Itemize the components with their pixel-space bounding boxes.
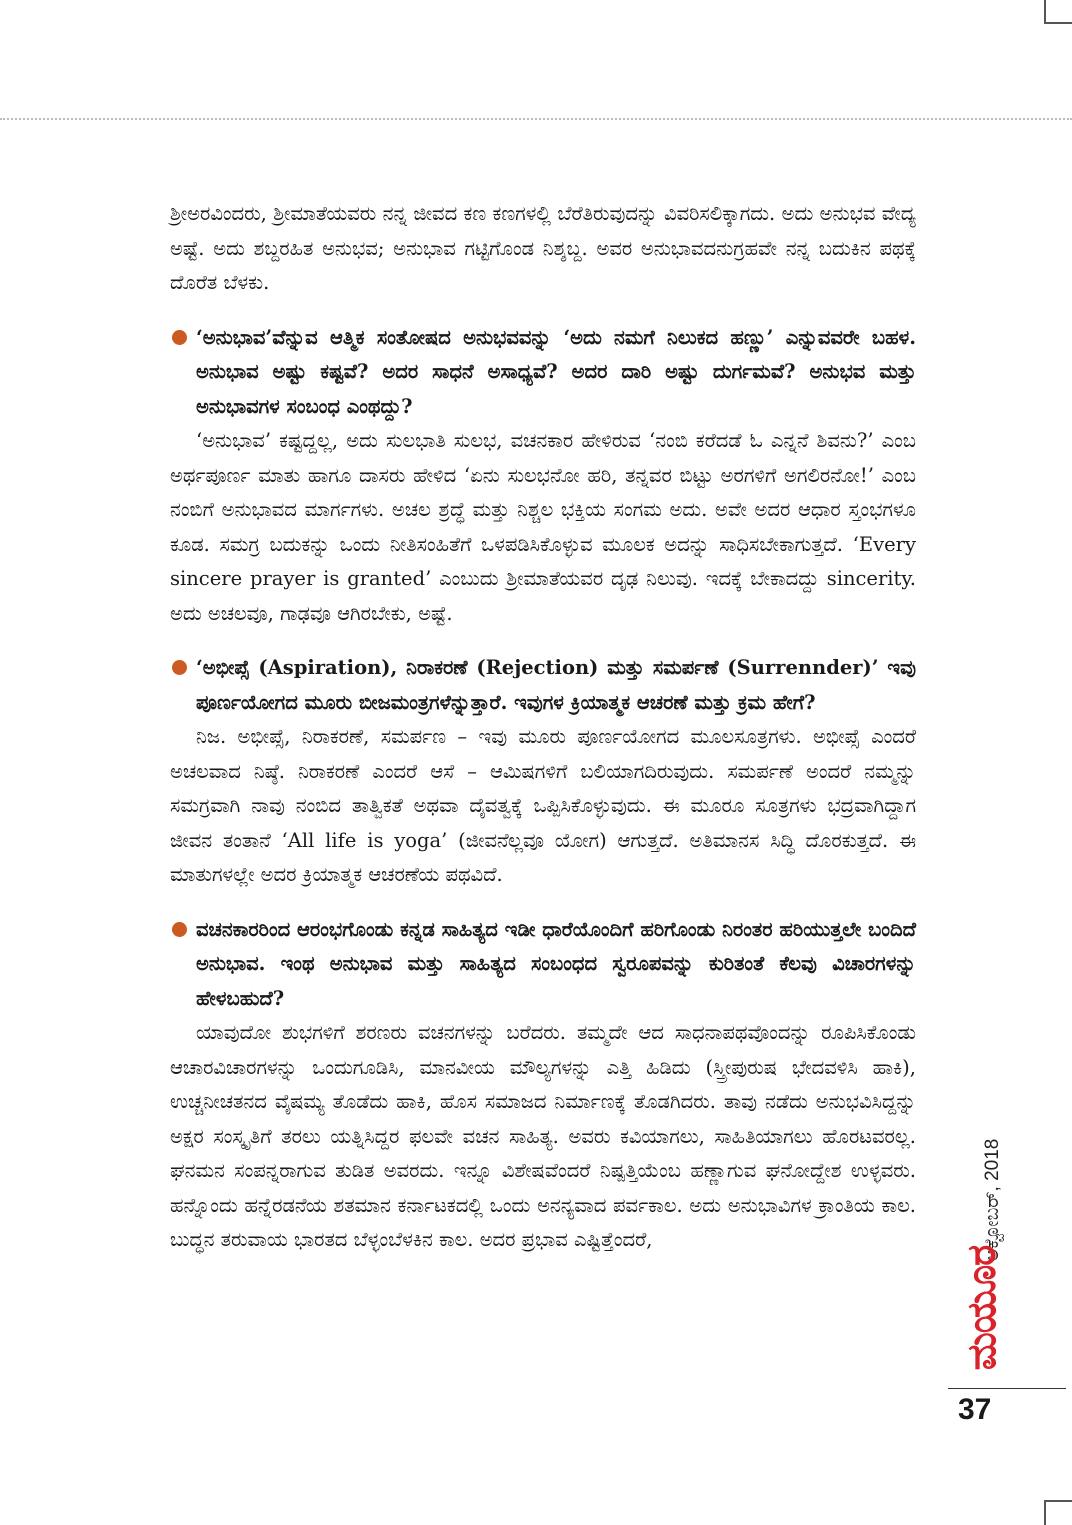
crop-mark-top <box>1044 22 1072 24</box>
question-2 <box>170 651 916 720</box>
intro-paragraph: ಶ್ರೀಅರವಿಂದರು, ಶ್ರೀಮಾತೆಯವರು ನನ್ನ ಜೀವದ ಕಣ ಕಣಗಳಲ್ಲಿ ಬೆರೆತಿರುವುದನ್ನು ವಿವರಿಸಲಿಕ್ಕಾಗದು. ಅದು ಅನುಭವ ವೇದ್ಯ ಅಷ್ಟೆ. ಅದು ಶಬ್ದರಹಿತ ಅನುಭವ; ಅನುಭಾವ ಗಟ್ಟಿಗೊಂಡ ನಿಶ್ಶಬ್ದ. ಅವರ ಅನುಭಾವದನುಗ್ರಹವೇ ನನ್ನ ಬದುಕಿನ ಪಥಕ್ಕೆ ದೊರೆತ ಬೆಳಕು. <box>170 202 916 294</box>
bullet-icon <box>172 660 187 675</box>
question-text: ‘ಅನುಭಾವ’ವೆನ್ನುವ ಆತ್ಮಿಕ ಸಂತೋಷದ ಅನುಭವವನ್ನು ‘ಅದು ನಮಗೆ ನಿಲುಕದ ಹಣ್ಣು’ ಎನ್ನುವವರೇ ಬಹಳ. ಅನುಭಾವ ಅಷ್ಟು ಕಷ್ಟವೆ? ಅದರ ಸಾಧನೆ ಅಸಾಧ್ಯವೆ? ಅದರ ದಾರಿ ಅಷ್ಟು ದುರ್ಗಮವೆ? ಅನುಭವ ಮತ್ತು ಅನುಭಾವಗಳ ಸಂಬಂಧ ಎಂಥದ್ದು? <box>196 325 916 418</box>
issue-date: ಅಕ್ಟೋಬರ್, 2018 <box>982 1138 1003 1262</box>
header-divider <box>0 118 1072 120</box>
question-1 <box>170 321 916 425</box>
question-text: ವಚನಕಾರರಿಂದ ಆರಂಭಗೊಂಡು ಕನ್ನಡ ಸಾಹಿತ್ಯದ ಇಡೀ ಧಾರೆಯೊಂದಿಗೆ ಹರಿಗೊಂಡು ನಿರಂತರ ಹರಿಯುತ್ತಲೇ ಬಂದಿದೆ ಅನುಭಾವ. ಇಂಥ ಅನುಭಾವ ಮತ್ತು ಸಾಹಿತ್ಯದ ಸಂಬಂಧದ ಸ್ವರೂಪವನ್ನು ಕುರಿತಂತೆ ಕೆಲವು ವಿಚಾರಗಳನ್ನು ಹೇಳಬಹುದೆ? <box>196 917 916 1010</box>
crop-mark-top <box>1044 0 1046 22</box>
answer-2: ನಿಜ. ಅಭೀಪ್ಸೆ, ನಿರಾಕರಣೆ, ಸಮರ್ಪಣ – ಇವು ಮೂರು ಪೂರ್ಣಯೋಗದ ಮೂಲಸೂತ್ರಗಳು. ಅಭೀಪ್ಸೆ ಎಂದರೆ ಅಚಲವಾದ ನಿಷ್ಠೆ. ನಿರಾಕರಣೆ ಎಂದರೆ ಆಸೆ – ಆಮಿಷಗಳಿಗೆ ಬಲಿಯಾಗದಿರುವುದು. ಸಮರ್ಪಣೆ ಅಂದರೆ ನಮ್ಮನ್ನು ಸಮಗ್ರವಾಗಿ ನಾವು ನಂಬಿದ ತಾತ್ವಿಕತೆ ಅಥವಾ ದೈವತ್ವಕ್ಕೆ ಒಪ್ಪಿಸಿಕೊಳ್ಳುವುದು. ಈ ಮೂರೂ ಸೂತ್ರಗಳು ಭದ್ರವಾಗಿದ್ದಾಗ ಜೀವನ ತಂತಾನೆ ‘All life is yoga’ (ಜೀವನೆಲ್ಲವೂ ಯೋಗ) ಆಗುತ್ತದೆ. ಅತಿಮಾನಸ ಸಿದ್ಧಿ ದೊರಕುತ್ತದೆ. ಈ ಮಾತುಗಳಲ್ಲೇ ಅದರ ಕ್ರಿಯಾತ್ಮಕ ಆಚರಣೆಯ ಪಥವಿದೆ. <box>170 725 916 886</box>
crop-mark-bottom <box>1044 1500 1046 1525</box>
footer-rule <box>948 1388 1066 1389</box>
answer-1: ‘ಅನುಭಾವ’ ಕಷ್ಟದ್ದಲ್ಲ, ಅದು ಸುಲಭಾತಿ ಸುಲಭ, ವಚನಕಾರ ಹೇಳಿರುವ ‘ನಂಬಿ ಕರೆದಡೆ ಓ ಎನ್ನನೆ ಶಿವನು?’ ಎಂಬ ಅರ್ಥಪೂರ್ಣ ಮಾತು ಹಾಗೂ ದಾಸರು ಹೇಳಿದ ‘ಏನು ಸುಲಭನೋ ಹರಿ, ತನ್ನವರ ಬಿಟ್ಟು ಅರಗಳಿಗೆ ಅಗಲಿರನೋ!’ ಎಂಬ ನಂಬಿಗೆ ಅನುಭಾವದ ಮಾರ್ಗಗಳು. ಅಚಲ ಶ್ರದ್ಧೆ ಮತ್ತು ನಿಶ್ಚಲ ಭಕ್ತಿಯ ಸಂಗಮ ಅದು. ಅವೇ ಅದರ ಆಧಾರ ಸ್ತಂಭಗಳೂ ಕೂಡ. ಸಮಗ್ರ ಬದುಕನ್ನು ಒಂದು ನೀತಿಸಂಹಿತೆಗೆ ಒಳಪಡಿಸಿಕೊಳ್ಳುವ ಮೂಲಕ ಅದನ್ನು ಸಾಧಿಸಬೇಕಾಗುತ್ತದೆ. ‘Every sincere prayer is granted’ ಎಂಬುದು ಶ್ರೀಮಾತೆಯವರ ದೃಢ ನಿಲುವು. ಇದಕ್ಕೆ ಬೇಕಾದದ್ದು sincerity. ಅದು ಅಚಲವೂ, ಗಾಢವೂ ಆಗಿರಬೇಕು, ಅಷ್ಟೆ. <box>170 429 916 625</box>
bullet-icon <box>172 330 187 345</box>
bullet-icon <box>172 922 187 937</box>
question-text: ‘ಅಭೀಪ್ಸೆ (Aspiration), ನಿರಾಕರಣೆ (Rejection) ಮತ್ತು ಸಮರ್ಪಣೆ (Surrennder)’ ಇವು ಪೂರ್ಣಯೋಗದ ಮೂರು ಬೀಜಮಂತ್ರಗಳೆನ್ನುತ್ತಾರೆ. ಇವುಗಳ ಕ್ರಿಯಾತ್ಮಕ ಆಚರಣೆ ಮತ್ತು ಕ್ರಮ ಹೇಗೆ? <box>196 656 916 714</box>
question-3 <box>170 913 916 1017</box>
crop-mark-bottom <box>1044 1500 1072 1502</box>
article-body <box>170 197 916 1258</box>
page-number: 37 <box>958 1393 992 1426</box>
answer-3: ಯಾವುದೋ ಶುಭಗಳಿಗೆ ಶರಣರು ವಚನಗಳನ್ನು ಬರೆದರು. ತಮ್ಮದೇ ಆದ ಸಾಧನಾಪಥವೊಂದನ್ನು ರೂಪಿಸಿಕೊಂಡು ಆಚಾರವಿಚಾರಗಳನ್ನು ಒಂದುಗೂಡಿಸಿ, ಮಾನವೀಯ ಮೌಲ್ಯಗಳನ್ನು ಎತ್ತಿ ಹಿಡಿದು (ಸ್ತ್ರೀಪುರುಷ ಭೇದವಳಿಸಿ ಹಾಕಿ), ಉಚ್ಚನೀಚತನದ ವೈಷಮ್ಯ ತೊಡೆದು ಹಾಕಿ, ಹೊಸ ಸಮಾಜದ ನಿರ್ಮಾಣಕ್ಕೆ ತೊಡಗಿದರು. ತಾವು ನಡೆದು ಅನುಭವಿಸಿದ್ದನ್ನು ಅಕ್ಷರ ಸಂಸ್ಕೃತಿಗೆ ತರಲು ಯತ್ನಿಸಿದ್ದರ ಫಲವೇ ವಚನ ಸಾಹಿತ್ಯ. ಅವರು ಕವಿಯಾಗಲು, ಸಾಹಿತಿಯಾಗಲು ಹೊರಟವರಲ್ಲ. ಘನಮನ ಸಂಪನ್ನರಾಗುವ ತುಡಿತ ಅವರದು. ಇನ್ನೂ ವಿಶೇಷವೆಂದರೆ ನಿಷ್ಪತ್ತಿಯೆಂಬ ಹಣ್ಣಾಗುವ ಘನೋದ್ದೇಶ ಉಳ್ಳವರು. ಹನ್ನೊಂದು ಹನ್ನೆರಡನೆಯ ಶತಮಾನ ಕರ್ನಾಟಕದಲ್ಲಿ ಒಂದು ಅನನ್ಯವಾದ ಪರ್ವಕಾಲ. ಅದು ಅನುಭಾವಿಗಳ ಕ್ರಾಂತಿಯ ಕಾಲ. ಬುದ್ಧನ ತರುವಾಯ ಭಾರತದ ಬೆಳ್ಳಂಬೆಳಕಿನ ಕಾಲ. ಅದರ ಪ್ರಭಾವ ಎಷ್ಟಿತ್ತೆಂದರೆ, <box>170 1021 916 1251</box>
magazine-masthead: ಮಯೂರ <box>959 1245 1005 1371</box>
